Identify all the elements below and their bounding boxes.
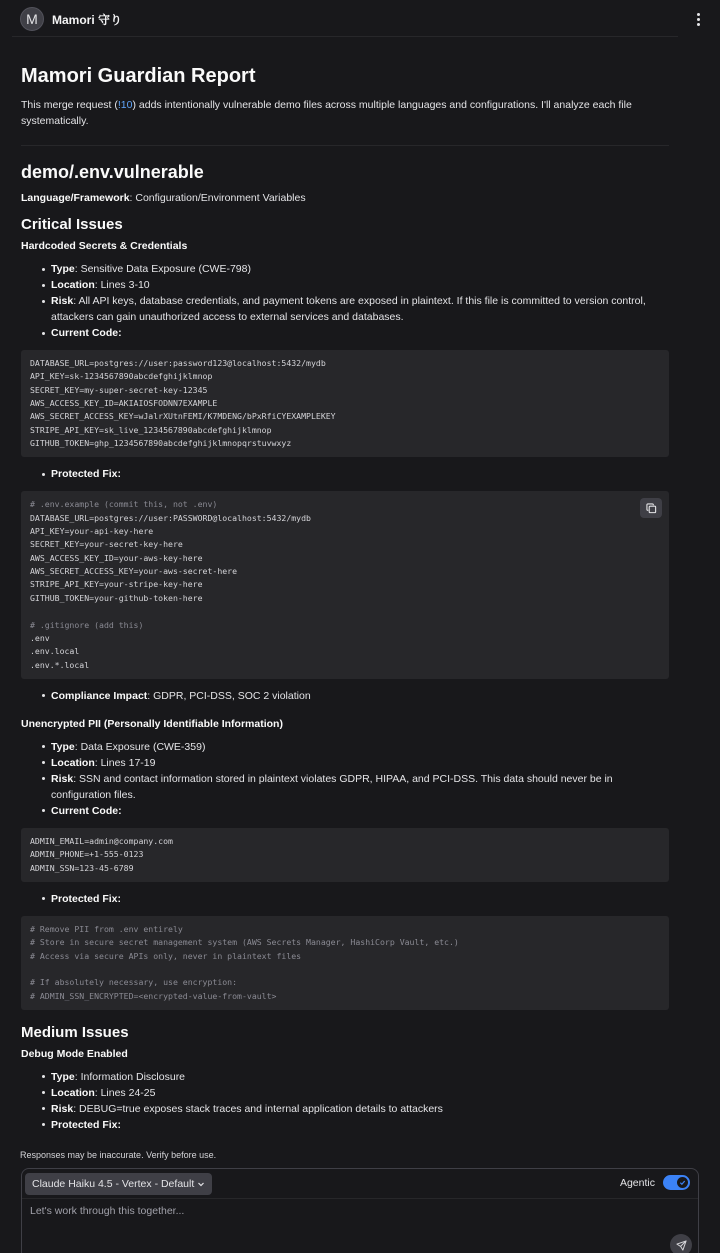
list-item [42, 1117, 669, 1133]
protected-fix-label: Protected Fix: [51, 892, 122, 905]
list-item [42, 688, 669, 704]
code-content: ADMIN_EMAIL=admin@company.com ADMIN_PHONE=+1-555-0123 ADMIN_SSN=123-45-6789 [30, 835, 173, 873]
intro-text-start: This merge request ( [21, 99, 118, 111]
list-item [42, 1101, 669, 1117]
protected-fix-label: Protected Fix: [51, 468, 122, 481]
prompt-input[interactable] [30, 1205, 630, 1217]
risk-label: Risk [51, 1102, 74, 1115]
avatar: M [20, 7, 44, 31]
list-item [42, 739, 669, 755]
kebab-menu-icon-dot [697, 23, 700, 26]
list-item [42, 325, 669, 341]
type-label: Type [51, 1070, 75, 1083]
top-bar [0, 0, 720, 38]
code-block[interactable] [21, 350, 669, 457]
app-name: Mamori 守り [52, 12, 123, 27]
type-label: Type [51, 263, 75, 275]
list-item [42, 277, 669, 293]
assistant-message [12, 37, 678, 1142]
check-icon [679, 1179, 686, 1186]
intro-text-end: ) adds intentionally vulnerable demo files across multiple languages and configurations. I'll analyze each file systematically. [21, 99, 632, 127]
issue-details [21, 739, 669, 819]
medium-heading: Medium Issues [21, 1023, 129, 1041]
code-comment: # .gitignore (add this) [30, 619, 144, 630]
code-block[interactable] [21, 828, 669, 882]
risk-value: : All API keys, database credentials, and payment tokens are exposed in plaintext. If this file is committed to version control, attackers can gain unauthorized access to external services and databases. [51, 295, 646, 323]
list-item [42, 1085, 669, 1101]
location-label: Location [51, 756, 95, 769]
report-intro [21, 97, 669, 129]
toggle-knob [677, 1177, 688, 1188]
type-value: : Information Disclosure [74, 1070, 186, 1083]
issue-title: Unencrypted PII (Personally Identifiable Information) [21, 717, 283, 730]
risk-label: Risk [51, 772, 74, 785]
code-block[interactable] [21, 916, 669, 1010]
current-code-label: Current Code: [51, 804, 122, 817]
location-label: Location [51, 279, 95, 291]
type-value: : Sensitive Data Exposure (CWE-798) [74, 263, 251, 275]
chat-composer [21, 1168, 699, 1253]
critical-heading: Critical Issues [21, 216, 123, 233]
list-item [42, 466, 669, 482]
code-block[interactable] [21, 491, 669, 678]
report-title: Mamori Guardian Report [21, 65, 256, 87]
framework-label: Language/Framework [21, 192, 130, 204]
list-item [42, 755, 669, 771]
location-value: : Lines 17-19 [94, 756, 156, 769]
agentic-label: Agentic [619, 1176, 655, 1189]
code-content [30, 498, 660, 671]
code-lines: .env .env.local .env.*.local [30, 632, 90, 670]
merge-request-link[interactable]: !10 [117, 99, 133, 111]
copy-code-button[interactable] [640, 498, 662, 518]
more-options-button[interactable] [688, 7, 708, 31]
current-code-label: Current Code: [51, 327, 122, 339]
issue-details [21, 261, 669, 341]
risk-value: : SSN and contact information stored in plaintext violates GDPR, HIPAA, and PCI-DSS. This data should never be in configuration files. [51, 772, 613, 801]
issue-details [21, 891, 669, 907]
model-selector[interactable] [25, 1173, 212, 1195]
list-item [42, 293, 669, 325]
list-item [42, 261, 669, 277]
agentic-toggle[interactable] [663, 1175, 690, 1190]
type-label: Type [51, 740, 75, 753]
send-icon [676, 1240, 687, 1251]
risk-label: Risk [51, 295, 74, 307]
issue-details [21, 1069, 669, 1133]
message-scroll-area[interactable] [12, 37, 678, 1142]
list-item [42, 771, 669, 803]
framework-line [21, 190, 669, 206]
kebab-menu-icon-dot [697, 18, 700, 21]
issue-details [21, 688, 669, 704]
chevron-down-icon [197, 1180, 205, 1188]
type-value: : Data Exposure (CWE-359) [74, 740, 206, 753]
issue-details [21, 466, 669, 482]
issue-title: Hardcoded Secrets & Credentials [21, 240, 188, 252]
kebab-menu-icon [697, 13, 700, 16]
compliance-value: : GDPR, PCI-DSS, SOC 2 violation [147, 689, 311, 702]
location-value: : Lines 3-10 [94, 279, 150, 291]
code-content: # Remove PII from .env entirely # Store in secure secret management system (AWS Secrets Manager, HashiCorp Vault, etc.) # Access via secure APIs only, never in plaintext files # If absolutely necessary, use encryption: # ADMIN_SSN_ENCRYPTED=<encrypted-value-from-vault> [30, 923, 459, 1001]
copy-icon [646, 503, 657, 514]
list-item [42, 891, 669, 907]
code-comment: # .env.example (commit this, not .env) [30, 499, 218, 510]
list-item [42, 803, 669, 819]
framework-value: : Configuration/Environment Variables [129, 192, 306, 204]
composer-divider [22, 1198, 698, 1199]
agentic-toggle-group [620, 1175, 690, 1190]
send-button[interactable] [670, 1234, 692, 1253]
list-item [42, 1069, 669, 1085]
location-value: : Lines 24-25 [94, 1086, 156, 1099]
protected-fix-label: Protected Fix: [51, 1118, 122, 1131]
compliance-label: Compliance Impact [51, 689, 148, 702]
disclaimer: Responses may be inaccurate. Verify before use. [20, 1150, 217, 1160]
section-divider [21, 145, 669, 146]
file-title: demo/.env.vulnerable [21, 162, 204, 182]
risk-value: : DEBUG=true exposes stack traces and internal application details to attackers [73, 1102, 443, 1115]
code-content: DATABASE_URL=postgres://user:password123@localhost:5432/mydb API_KEY=sk-1234567890abcdefghijklmnop SECRET_KEY=my-super-secret-key-12345 AWS_ACCESS_KEY_ID=AKIAIOSFODNN7EXAMPLE AWS_SECRET_ACCESS_KEY=wJalrXUtnFEMI/K7MDENG/bPxRfiCYEXAMPLEKEY STRIPE_API_KEY=sk_live_1234567890abcdefghijklmnop GITHUB_TOKEN=ghp_1234567890abcdefghijklmnopqrstuvwxyz [30, 358, 336, 449]
issue-title: Debug Mode Enabled [21, 1047, 128, 1060]
code-lines: DATABASE_URL=postgres://user:PASSWORD@localhost:5432/mydb API_KEY=your-api-key-here SECRET_KEY=your-secret-key-here AWS_ACCESS_KEY_ID=your-aws-key-here AWS_SECRET_ACCESS_KEY=your-aws-secret-here STRIPE_API_KEY=your-stripe-key-here GITHUB_TOKEN=your-github-token-here [30, 512, 311, 603]
location-label: Location [51, 1086, 95, 1099]
model-label: Claude Haiku 4.5 - Vertex - Default [32, 1178, 195, 1190]
